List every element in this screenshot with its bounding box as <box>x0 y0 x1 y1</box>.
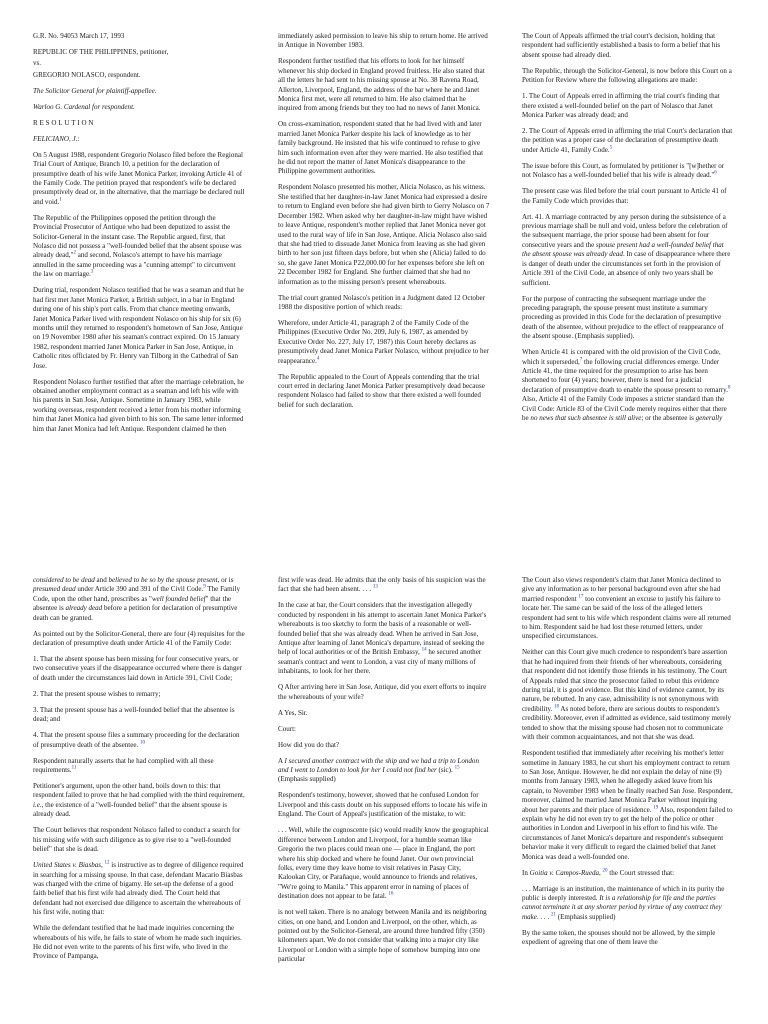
paragraph <box>278 57 490 113</box>
column-3 <box>522 32 734 430</box>
column-1 <box>33 32 245 441</box>
footnote-link[interactable]: 8 <box>727 385 731 391</box>
italic-text: Warloo G. Cardenal for respondent. <box>33 102 135 111</box>
text-run: ; or the absentee is <box>641 413 696 422</box>
text-run: Also, respondent failed to explain why he did not even try to get the help of the police or other authorities in London and Liverpool in his effort to find his wife. The circumstances of Janet Monica's departure and respondent's subsequent behavior make it very difficult to regard the claimed belief that Janet Monica was dead a well-founded one. <box>522 805 733 861</box>
footnote-link[interactable]: 17 <box>578 594 584 600</box>
paragraph <box>278 683 490 702</box>
text-run: The Republic of the Philippines opposed the petition through the Provincial Prosecutor of Antique who had been deputized to assist the Solicitor-General in the instant case. The Republic argued, first, that Nolasco did not possess a "well-founded belief that the absent spouse was already dead," <box>33 213 242 260</box>
text-run: first wife was dead. He admits that the only basis of his suspicion was the fact that she had been absent. . . . <box>278 576 486 594</box>
paragraph <box>278 601 490 676</box>
text-run: The Court believes that respondent Nolasco failed to conduct a search for his missing wife with such diligence as to give rise to a "well-founded belief" that she is dead. <box>33 826 241 854</box>
text-run: In the case at bar, the Court considers that the investigation allegedly conducted by respondent in his attempt to ascertain Janet Monica Parker's whereabouts is too sketchy to form the basis of a reasonable or well-founded belief that she was already dead. When he arrived in San Jose, Antique after learning of Janet Monica's departure, instead of seeking the help of local authorities or of the British Embassy, <box>278 601 487 657</box>
paragraph <box>33 826 245 854</box>
text-run: . . . Marriage is an institution, the maintenance of which in its purity the public is deeply interested. <box>522 884 725 902</box>
text-run: The trial court granted Nolasco's petition in a Judgment dated 12 October 1988 the dispositive portion of which reads: <box>278 293 485 311</box>
paragraph <box>278 576 490 595</box>
paragraph <box>33 782 245 820</box>
text-run: Art. 41. A marriage contracted by any person during the subsistence of a previous marriage shall be null and void, unless before the celebration of the subsequent marriage, the prior spouse had been absent for four consecutive years and the <box>522 212 728 249</box>
italic-text: I secured another contract with the ship and we had a trip to London and I went to London to look for her I could not find her <box>278 756 479 775</box>
paragraph <box>522 67 734 86</box>
footnote-link[interactable]: 4 <box>316 356 320 362</box>
text-run: REPUBLIC OF THE PHILIPPINES, petitioner, <box>33 48 169 56</box>
text-run: The present case was filed before the trial court pursuant to Article 41 of the Family Code which provides that: <box>522 187 727 205</box>
paragraph <box>522 32 734 60</box>
text-run: The Family Code, upon the other hand, prescribes as " <box>33 585 241 603</box>
paragraph <box>33 119 245 128</box>
paragraph <box>33 286 245 371</box>
paragraph <box>522 648 734 742</box>
text-run: and second, Nolasco's attempt to have his marriage annulled in the same proceeding was a "cunning attempt" to circumvent the law on marriage. <box>33 251 236 279</box>
text-run: the following crucial differences emerge. Under Article 41, the time required for the presumption to arise has been shortened to four (4) years; however, there is need for a judicial declaration of presumptive death to enable the spouse present to remarry. <box>522 357 728 394</box>
text-run: As noted before, there are serious doubts to respondent's credibility. Moreover, even if admitted as evidence, said testimony merely tended to show that the missing spouse had chosen not to communicate with their common acquaintances, and not that she was dead. <box>522 704 732 742</box>
text-run: The Republic appealed to the Court of Appeals contending that the trial court erred in declaring Janet Monica Parker presumptively dead because respondent Nolasco had failed to show that there existed a well founded belief for such declaration. <box>278 372 485 409</box>
text-run: On cross-examination, respondent stated that he had lived with and later married Janet Monica Parker despite his lack of knowledge as to her family background. He insisted that his wife continued to refuse to give him such information even after they were married. He also testified that he did not report the matter of Janet Monica's disappearance to the Philippine government authorities. <box>278 120 484 176</box>
text-run: vs. <box>33 59 42 68</box>
italic-text: presumed dead <box>33 585 76 594</box>
text-run: For the purpose of contracting the subsequent marriage under the preceding paragraph, the spouse present must institute a summary proceeding as provided in this Code for the declaration of presumptive death of the absentee, without prejudice to the effect of reappearance of the absent spouse. (Emphasis supplied). <box>522 294 724 341</box>
text-run: , <box>100 861 105 870</box>
text-run: G.R. No. 94053 March 17, 1993 <box>33 32 125 40</box>
text-run: During trial, respondent Nolasco testified that he was a seaman and that he had first met Janet Monica Parker, a British subject, in a bar in England during one of his ship's port calls. From that chance meeting onwards, Janet Monica Parker lived with respondent Nolasco on his ship for six (6) months until they returned to respondent's hometown of San Jose, Antique on 19 November 1980 after his seaman's contract expired. On 15 January 1982, respondent married Janet Monica Parker in San Jose, Antique, in Catholic rites officiated by Fr. Henry van Tilborg in the Cathedral of San Jose. <box>33 286 244 370</box>
footnote-link[interactable]: 11 <box>71 765 77 771</box>
text-run: , <box>599 868 603 877</box>
text-run: A Yes, Sir. <box>278 708 308 717</box>
paragraph <box>522 576 734 642</box>
text-run: (Emphasis supplied) <box>555 912 616 921</box>
text-run: 4. That the present spouse files a summary proceeding for the declaration of presumptive death of the absentee. <box>33 731 240 749</box>
text-run: In <box>522 868 530 877</box>
text-run: The Republic, through the Solicitor-General, is now before this Court on a Petition for Review where the following allegations are made: <box>522 66 732 85</box>
text-run: 1. That the absent spouse has been missing for four consecutive years, or two consecutive years if the disappearance occurred where there is danger of death under the circumstances laid down in Article 391, Civil Code; <box>33 655 242 682</box>
italic-text: spouse present had a well-founded belief that the absent spouse was already dead <box>522 240 724 259</box>
footnote-link[interactable]: 10 <box>140 740 146 746</box>
footnote-link[interactable]: 19 <box>653 805 659 811</box>
paragraph <box>278 373 490 411</box>
paragraph <box>278 294 490 313</box>
footnote-link[interactable]: 20 <box>602 868 608 874</box>
paragraph <box>33 861 245 917</box>
text-run: Court: <box>278 724 297 733</box>
paragraph <box>278 741 490 750</box>
text-run: Respondent naturally asserts that he had complied with all these requirements. <box>33 756 214 775</box>
text-run: , or is <box>217 576 234 584</box>
text-run: before a petition for declaration of presumptive death can be granted. <box>33 604 238 622</box>
column-4 <box>33 576 245 968</box>
paragraph <box>522 162 734 181</box>
page-gap <box>0 520 768 550</box>
text-run: Neither can this Court give much credence to respondent's bare assertion that he had inquired from their friends of her whereabouts, considering that respondent did not identify those friends in his testimony. The Court of Appeals ruled that since the prosecutor failed to rebut this evidence during trial, it is good evidence. But this kind of evidence cannot, by its nature, be rebutted. In any case, admissibility is not synonymous with credibility. <box>522 648 728 713</box>
text-run: The Court also views respondent's claim that Janet Monica declined to give any information as to her personal background even after she had married respondent <box>522 576 721 603</box>
text-run: How did you do that? <box>278 740 340 749</box>
footnote-link[interactable]: 21 <box>550 912 556 918</box>
italic-text: FELICIANO, J.: <box>33 134 80 143</box>
text-run: is instructive as to degree of diligence required in searching for a missing spouse. In that case, defendant Macario Biasbas was charged with the crime of bigamy. He set-up the defense of a good faith belief that his first wife had already died. The Court held that defendant had not exercised due diligence to ascertain the whereabouts of his first wife, noting that: <box>33 861 244 917</box>
footnote-link[interactable]: 18 <box>554 704 560 710</box>
paragraph <box>33 576 245 623</box>
paragraph <box>33 757 245 776</box>
column-5 <box>278 576 490 971</box>
italic-text: generally <box>695 413 723 422</box>
paragraph <box>33 151 245 207</box>
text-run: Respondent's testimony, however, showed that he confused London for Liverpool and this casts doubt on his supposed efforts to locate his wife in England. The Court of Appeal's justification of the mistake, to wit: <box>278 791 488 819</box>
paragraph <box>33 924 245 962</box>
paragraph <box>278 908 490 964</box>
text-run: is not well taken. There is no analogy between Manila and its neighboring cities, on one hand, and London and Liverpool, on the other, which, as pointed out by the Solicitor-General, are around three hundred fifty (350) kilometers apart. We do not consider that walking into a major city like Liverpool or London with a simple hope of somehow bumping into one particular <box>278 908 487 964</box>
text-run: GREGORIO NOLASCO, respondent. <box>33 70 141 79</box>
paragraph <box>33 32 245 41</box>
text-run: As pointed out by the Solicitor-General, there are four (4) requisites for the declaration of presumptive death under Article 41 of the Family Code: <box>33 629 245 648</box>
paragraph <box>33 655 245 683</box>
paragraph <box>278 32 490 51</box>
italic-text: no news that such absentee is still alive <box>530 413 642 422</box>
text-run: Respondent Nolasco presented his mother, Alicia Nolasco, as his witness. She testified that her daughter-in-law Janet Monica had expressed a desire to return to England even before she had given birth to Gerry Nolasco on 7 December 1982. When asked why her daughter-in-law might have wished to leave Antique, respondent's mother replied that Janet Monica never got used to the rural way of life in San Jose, Antique. Alicia Nolasco also said that she had tried to dissuade Janet Monica from leaving as she had given birth to her son just fifteen days before, but when she (Alicia) failed to do so, she gave Janet Monica P22,000.00 for her expenses before she left on 22 December 1982 for England. She further claimed that she had no information as to the missing person's present whereabouts. <box>278 183 490 286</box>
paragraph <box>278 319 490 366</box>
paragraph <box>522 749 734 862</box>
footnote-link[interactable]: 5 <box>609 145 613 151</box>
text-run: 3. That the present spouse has a well-founded belief that the absentee is dead; and <box>33 705 235 724</box>
text-run: (sic). <box>436 766 455 775</box>
text-run: 2. The Court of Appeals erred in affirming the trial Court's declaration that the petition was a proper case of the declaration of presumptive death under Article 41, Family Code. <box>522 127 733 154</box>
italic-text: It is a relationship for life and the parties cannot terminate it at any shorter period by virtue of any contract they make <box>522 893 722 921</box>
paragraph <box>33 731 245 750</box>
paragraph <box>522 127 734 155</box>
paragraph <box>33 378 245 434</box>
paragraph <box>33 48 245 57</box>
paragraph <box>522 869 734 878</box>
text-run: The issue before this Court, as formulated by petitioner is "[w]hether or not Nolasco has a well-founded belief that his wife is already dead." <box>522 161 725 180</box>
text-run: Wherefore, under Article 41, paragraph 2 of the Family Code of the Philippines (Executive Order No. 209, July 6, 1987, as amended by Executive Order No. 227, July 17, 1987) this Court hereby declares as presumptively dead Janet Monica Parker Nolasco, without prejudice to her reappearance. <box>278 318 489 365</box>
paragraph <box>33 103 245 112</box>
footnote-link[interactable]: 14 <box>421 648 427 654</box>
paragraph <box>33 87 245 96</box>
italic-text: already dead <box>65 604 103 613</box>
text-run: A <box>278 756 285 765</box>
text-run: immediately asked permission to leave his ship to return home. He arrived in Antique in November 1983. <box>278 32 488 50</box>
footnote-link[interactable]: 13 <box>372 585 378 591</box>
text-run: Q After arriving here in San Jose, Antique, did you exert efforts to inquire the whereabouts of your wife? <box>278 683 487 701</box>
paragraph <box>522 92 734 120</box>
italic-text: believed to be so by the spouse present <box>108 576 218 584</box>
text-run: When Article 41 is compared with the old provision of the Civil Code, which it superseded, <box>522 348 721 366</box>
paragraph <box>278 183 490 286</box>
text-run: 2. That the present spouse wishes to remarry; <box>33 689 161 698</box>
paragraph <box>522 187 734 206</box>
paragraph <box>278 120 490 176</box>
paragraph <box>33 690 245 699</box>
text-run: The Court of Appeals affirmed the trial court's decision, holding that respondent had sufficiently established a basis to form a belief that his absent spouse had already died. <box>522 32 721 59</box>
text-run: 1. The Court of Appeals erred in affirming the trial court's finding that there existed a well-founded belief on the part of Nolasco that Janet Monica Parker was already dead; and <box>522 92 720 120</box>
text-run: . In case of disappearance where there is danger of death under the circumstances set forth in the provision of Article 391 of the Civil Code, an absence of only two years shall be sufficient. <box>522 250 731 287</box>
text-run: . . . . <box>536 912 551 921</box>
italic-text: well founded belief <box>151 594 206 603</box>
text-run: Petitioner's argument, upon the other hand, boils down to this: that respondent failed to prove that he had complied with the third requirement, <box>33 782 245 800</box>
footnote-link[interactable]: 16 <box>388 891 394 897</box>
text-run: Respondent further testified that his efforts to look for her himself whenever his ship docked in England proved fruitless. He also stated that all the letters he had sent to his missing spouse at No. 38 Ravena Road, Allerton, Liverpool, England, the address of the bar where he and Janet Monica first met, were all returned to him. He also claimed that he inquired from among friends but they too had no news of Janet Monica. <box>278 57 485 113</box>
text-run: RESOLUTION <box>33 118 96 127</box>
footnote-link[interactable]: 9 <box>203 585 206 591</box>
column-6 <box>522 576 734 954</box>
paragraph <box>522 295 734 342</box>
paragraph <box>522 929 734 948</box>
footnote-link[interactable]: 15 <box>454 765 460 771</box>
italic-text: The Solicitor General for plaintiff-appellee. <box>33 86 157 95</box>
text-run: . . . Well, while the cognoscente (sic) would readily know the geographical difference between London and Liverpool, for a humble seaman like Gregorio the two places could mean one — place in England, the port where his ship docked and where he found Janet. Our own provincial folks, every time they leave home to visit relatives in Pasay City, Kalookan City, or Parañaque, would announce to friends and relatives, "We're going to Manila." This apparent error in naming of places of destination does not appear to be fatal. <box>278 826 489 901</box>
paragraph <box>33 59 245 68</box>
paragraph <box>522 885 734 923</box>
paragraph <box>33 214 245 280</box>
footnote-link[interactable]: 6 <box>714 170 717 176</box>
paragraph <box>33 630 245 649</box>
text-run: " that the absentee is <box>33 594 232 613</box>
paragraph <box>278 826 490 901</box>
text-run: he secured another seaman's contract and went to London, a vast city of many millions of inhabitants, to look for her there. <box>278 648 482 676</box>
italic-text: considered to be dead <box>33 576 95 584</box>
italic-text: Goitia v. Campos-Rueda <box>529 868 599 877</box>
text-run: (Emphasis supplied) <box>278 775 336 784</box>
paragraph <box>522 348 734 423</box>
column-2 <box>278 32 490 417</box>
text-run: the Court stressed that: <box>607 868 675 877</box>
italic-text: i.e. <box>33 800 42 809</box>
text-run: While the defendant testified that he had made inquiries concerning the whereabouts of his wife, he fails to state of whom he made such inquiries. He did not even write to the parents of his first wife, who lived in the Province of Pampanga, <box>33 924 242 961</box>
footnote-link[interactable]: 7 <box>579 357 583 363</box>
paragraph <box>33 135 245 144</box>
text-run: On 5 August 1988, respondent Gregorio Nolasco filed before the Regional Trial Court of Antique, Branch 10, a petition for the declaration of presumptive death of his wife Janet Monica Parker, invoking Article 41 of the Family Code. The petition prayed that respondent's wife be declared presumptively dead or, in the alternative, that the marriage be declared null and void. <box>33 150 245 206</box>
paragraph <box>278 757 490 785</box>
text-run: By the same token, the spouses should not be allowed, by the simple expedient of agreeing that one of them leave the <box>522 928 716 947</box>
footnote-link[interactable]: 1 <box>59 197 62 203</box>
paragraph <box>33 71 245 80</box>
text-run: under Article 390 and 391 of the Civil Code. <box>75 585 204 594</box>
paragraph <box>278 791 490 819</box>
paragraph <box>33 706 245 725</box>
paragraph <box>278 709 490 718</box>
text-run: , the existence of a "well-founded belief" that the absent spouse is already dead. <box>33 800 227 819</box>
paragraph <box>522 213 734 288</box>
footnote-link[interactable]: 2 <box>73 251 76 257</box>
footnote-link[interactable]: 3 <box>90 269 94 275</box>
text-run: and <box>94 576 109 584</box>
italic-text: United States v. Biasbas <box>33 861 101 870</box>
text-run: Respondent Nolasco further testified that after the marriage celebration, he obtained another employment contract as a seaman and left his wife with his parents in San Jose, Antique. Sometime in January 1983, while working overseas, respondent received a letter from his mother informing him that Janet Monica had given birth to his son. The same letter informed him that Janet Monica had left Antique. Respondent claimed he then <box>33 377 244 433</box>
text-run: Respondent testified that immediately after receiving his mother's letter sometime in January 1983, he cut short his employment contract to return to San Jose, Antique. However, he did not explain the delay of nine (9) months from January 1983, when he allegedly asked leave from his captain, to November 1983 when be finally reached San Jose. Respondent, moreover, claimed he married Janet Monica Parker without inquiring about her parents and their place of residence. <box>522 749 733 814</box>
paragraph <box>278 725 490 734</box>
footnote-link[interactable]: 12 <box>104 860 110 866</box>
text-run: too convenient an excuse to justify his failure to locate her. The same can be said of the loss of the alleged letters respondent had sent to his wife which respondent claims were all returned to him. Respondent said he had lost these returned letters, under unspecified circumstances. <box>522 594 731 641</box>
text-run: Also, Article 41 of the Family Code imposes a stricter standard than the Civil Code: Article 83 of the Civil Code merely requires either that there be <box>522 395 727 422</box>
